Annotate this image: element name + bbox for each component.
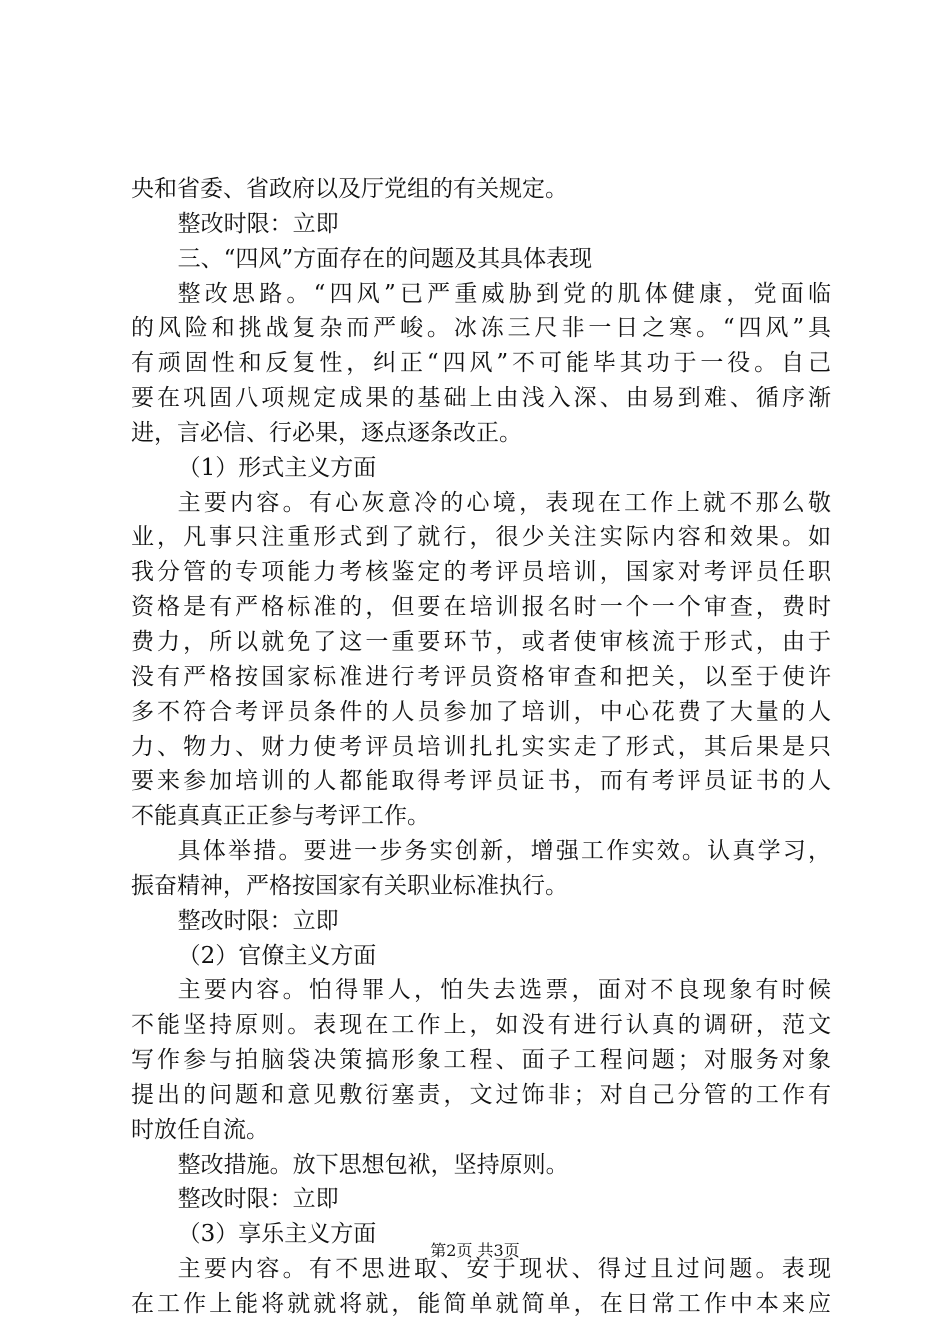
text-line: 主要内容。怕得罪人，怕失去选票，面对不良现象有时候: [177, 977, 831, 1004]
text-line: 整改时限：立即: [177, 1186, 339, 1213]
text-line: 的风险和挑战复杂而严峻。冰冻三尺非一日之寒。“四风”具: [131, 315, 831, 342]
text-line: 费力，所以就免了这一重要环节，或者使审核流于形式，由于: [131, 628, 831, 655]
text-line: 没有严格按国家标准进行考评员资格审查和把关，以至于使许: [131, 663, 831, 690]
text-line: （3）享乐主义方面: [177, 1221, 377, 1248]
text-line: 不能坚持原则。表现在工作上，如没有进行认真的调研，范文: [131, 1012, 831, 1039]
text-line: 我分管的专项能力考核鉴定的考评员培训，国家对考评员任职: [131, 559, 831, 586]
text-line: 整改时限：立即: [177, 210, 339, 237]
text-line: 三、“四风”方面存在的问题及其具体表现: [177, 245, 593, 272]
text-line: 要在巩固八项规定成果的基础上由浅入深、由易到难、循序渐: [131, 385, 831, 412]
text-line: 具体举措。要进一步务实创新，增强工作实效。认真学习，: [177, 838, 831, 865]
text-line: 整改措施。放下思想包袱，坚持原则。: [177, 1151, 569, 1178]
text-line: 提出的问题和意见敷衍塞责，文过饰非；对自己分管的工作有: [131, 1081, 831, 1108]
text-line: 主要内容。有心灰意冷的心境，表现在工作上就不那么敬: [177, 489, 831, 516]
document-body: [131, 172, 831, 1322]
text-line: 时放任自流。: [131, 1116, 269, 1143]
text-line: 振奋精神，严格按国家有关职业标准执行。: [131, 872, 568, 899]
text-line: （1）形式主义方面: [177, 454, 377, 481]
text-line: 写作参与拍脑袋决策搞形象工程、面子工程问题；对服务对象: [131, 1047, 831, 1074]
text-line: 业，凡事只注重形式到了就行，很少关注实际内容和效果。如: [131, 524, 831, 551]
text-line: 多不符合考评员条件的人员参加了培训，中心花费了大量的人: [131, 698, 831, 725]
text-line: 不能真真正正参与考评工作。: [131, 803, 430, 830]
text-line: 资格是有严格标准的，但要在培训报名时一个一个审查，费时: [131, 594, 831, 621]
text-line: 有顽固性和反复性，纠正“四风”不可能毕其功于一役。自己: [131, 350, 831, 377]
text-line: 力、物力、财力使考评员培训扎扎实实走了形式，其后果是只: [131, 733, 831, 760]
text-line: 整改时限：立即: [177, 907, 339, 934]
text-line: 整改思路。“四风”已严重威胁到党的肌体健康，党面临: [177, 280, 831, 307]
text-line: 央和省委、省政府以及厅党组的有关规定。: [131, 176, 568, 202]
text-line: 进，言必信、行必果，逐点逐条改正。: [131, 419, 522, 446]
text-line: （2）官僚主义方面: [177, 942, 377, 969]
text-line: 主要内容。有不思进取、安于现状、得过且过问题。表现: [177, 1256, 831, 1283]
page-footer: 第2页 共3页: [430, 1241, 520, 1260]
text-line: 要来参加培训的人都能取得考评员证书，而有考评员证书的人: [131, 768, 831, 795]
text-line: 在工作上能将就就将就，能简单就简单，在日常工作中本来应: [131, 1291, 831, 1317]
